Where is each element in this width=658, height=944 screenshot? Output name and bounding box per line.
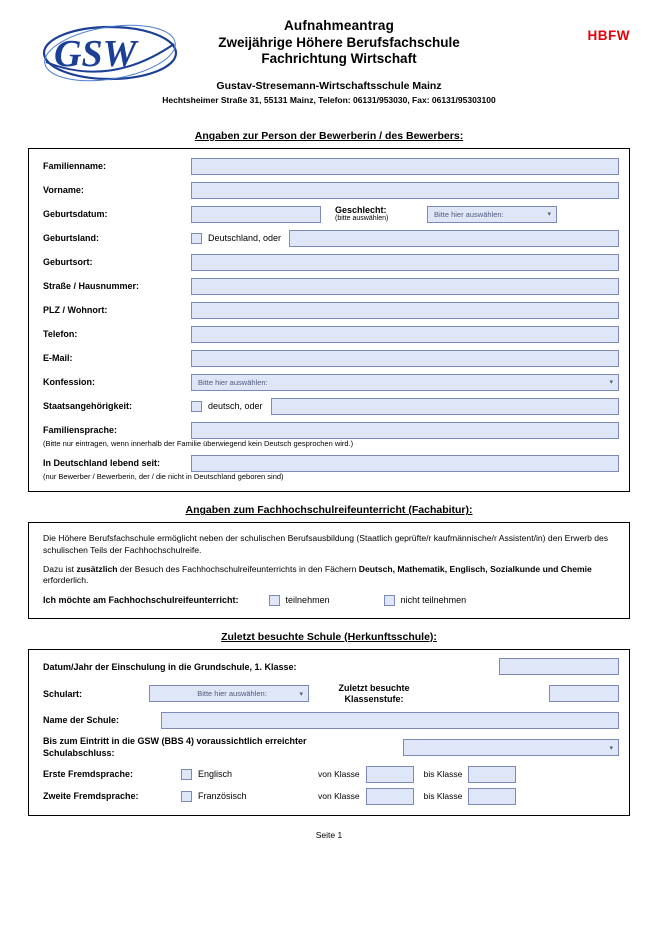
chevron-down-icon: ▾ (609, 744, 613, 752)
geburtsland-checkbox-text: Deutschland, oder (208, 233, 282, 244)
lebend-seit-label: In Deutschland lebend seit: (43, 458, 161, 469)
vorname-label: Vorname: (43, 185, 84, 195)
fachabi-para2-mid: der Besuch des Fachhochschulreifeunterrichts in den Fächern (117, 564, 359, 575)
row-name-der-schule (39, 711, 619, 729)
chevron-down-icon: ▾ (299, 690, 303, 698)
abschluss-label: Bis zum Eintritt in die GSW (BBS 4) voraussichtlich erreichter Schulabschluss: (43, 736, 307, 758)
geburtsort-input[interactable] (191, 254, 619, 271)
familienname-input[interactable] (191, 158, 619, 175)
row-geburtsdatum (39, 205, 619, 223)
strasse-label: Straße / Hausnummer: (43, 281, 140, 292)
fachabi-para2-bold1: zusätzlich (76, 564, 118, 575)
fachabi-panel (28, 522, 630, 618)
erste-fremdsprache-label: Erste Fremdsprache: (43, 769, 134, 780)
geschlecht-label-text: Geschlecht: (335, 205, 387, 215)
erste-von-klasse-input[interactable] (366, 766, 414, 783)
row-telefon (39, 325, 619, 343)
row-vorname (39, 181, 619, 199)
erste-fremdsprache-name: Englisch (198, 769, 233, 780)
row-staatsangehoerigkeit (39, 397, 619, 415)
schule-panel (28, 649, 630, 816)
konfession-select-value: Bitte hier auswählen: (198, 377, 268, 387)
fachabi-choice-row (43, 595, 615, 606)
row-in-deutschland-lebend-seit (39, 454, 619, 472)
school-address: Hechtsheimer Straße 31, 55131 Mainz, Telefon: 06131/953030, Fax: 06131/95303100 (162, 95, 496, 105)
fachabi-option-nicht-teilnehmen[interactable] (384, 595, 475, 606)
staatsangehoerigkeit-checkbox-text: deutsch, oder (208, 401, 263, 412)
chevron-down-icon: ▾ (547, 211, 551, 219)
klassenstufe-label: Zuletzt besuchte Klassenstufe: (338, 682, 410, 704)
schulart-label: Schulart: (43, 688, 83, 699)
geburtsland-deutschland-checkbox[interactable] (191, 233, 202, 244)
plz-input[interactable] (191, 302, 619, 319)
row-zweite-fremdsprache (39, 788, 619, 805)
row-konfession (39, 373, 619, 391)
vorname-input[interactable] (191, 182, 619, 199)
title-line-3: Fachrichtung Wirtschaft (261, 51, 417, 66)
name-schule-input[interactable] (161, 712, 619, 729)
row-erste-fremdsprache (39, 766, 619, 783)
geburtsort-label: Geburtsort: (43, 257, 93, 268)
geschlecht-label (335, 205, 427, 223)
fachabi-para2-post: erforderlich. (43, 575, 89, 586)
erste-bis-klasse-input[interactable] (468, 766, 516, 783)
staatsangehoerigkeit-input[interactable] (271, 398, 619, 415)
geschlecht-select-value: Bitte hier auswählen: (434, 209, 504, 219)
row-geburtsland (39, 229, 619, 247)
teilnehmen-checkbox[interactable] (269, 595, 280, 606)
lebend-seit-input[interactable] (191, 455, 619, 472)
schulart-select[interactable] (149, 685, 309, 702)
nicht-teilnehmen-label: nicht teilnehmen (400, 595, 467, 606)
row-einschulung (39, 658, 619, 676)
zweite-fremdsprache-checkbox[interactable] (181, 791, 192, 802)
erste-fremdsprache-checkbox[interactable] (181, 769, 192, 780)
gsw-logo (42, 22, 192, 84)
lebend-seit-note: (nur Bewerber / Bewerberin, der / die nicht in Deutschland geboren sind) (43, 472, 284, 482)
nicht-teilnehmen-checkbox[interactable] (384, 595, 395, 606)
zweite-fremdsprache-name: Französisch (198, 791, 247, 802)
document-header (0, 0, 658, 118)
person-panel (28, 148, 630, 492)
schulart-select-value: Bitte hier auswählen: (197, 689, 267, 699)
row-schulart (39, 683, 619, 705)
staatsangehoerigkeit-label: Staatsangehörigkeit: (43, 401, 133, 412)
chevron-down-icon: ▾ (609, 379, 613, 387)
section-title-schule: Zuletzt besuchte Schule (Herkunftsschule): (221, 630, 437, 643)
telefon-input[interactable] (191, 326, 619, 343)
email-label: E-Mail: (43, 353, 73, 364)
geburtsland-label: Geburtsland: (43, 233, 100, 244)
strasse-input[interactable] (191, 278, 619, 295)
program-badge: HBFW (587, 28, 630, 43)
staatsangehoerigkeit-deutsch-checkbox[interactable] (191, 401, 202, 412)
einschulung-input[interactable] (499, 658, 619, 675)
plz-label: PLZ / Wohnort: (43, 305, 108, 316)
konfession-select[interactable] (191, 374, 619, 391)
fachabi-para2-bold2: Deutsch, Mathematik, Englisch, Sozialkunde und Chemie (358, 564, 592, 575)
school-name: Gustav-Stresemann-Wirtschaftsschule Mainz (216, 80, 442, 92)
teilnehmen-label: teilnehmen (285, 595, 330, 606)
abschluss-select[interactable] (403, 739, 619, 756)
zweite-bis-klasse-label: bis Klasse (423, 791, 463, 802)
klassenstufe-input[interactable] (549, 685, 619, 702)
section-title-fachabi: Angaben zum Fachhochschulreifeunterricht (Fachabitur): (185, 504, 473, 517)
erste-von-klasse-label: von Klasse (318, 769, 360, 780)
einschulung-label: Datum/Jahr der Einschulung in die Grundschule, 1. Klasse: (43, 661, 297, 672)
familienname-label: Familienname: (43, 161, 107, 171)
familiensprache-note: (Bitte nur eintragen, wenn innerhalb der Familie überwiegend kein Deutsch gesprochen wird.) (43, 439, 354, 449)
row-plz-wohnort (39, 301, 619, 319)
erste-bis-klasse-label: bis Klasse (423, 769, 463, 780)
fachabi-paragraph-2 (43, 564, 615, 587)
row-familienname (39, 157, 619, 175)
zweite-von-klasse-label: von Klasse (318, 791, 360, 802)
zweite-von-klasse-input[interactable] (366, 788, 414, 805)
geburtsland-input[interactable] (289, 230, 619, 247)
zweite-fremdsprache-label: Zweite Fremdsprache: (43, 791, 139, 802)
row-schulabschluss (39, 736, 619, 759)
email-input[interactable] (191, 350, 619, 367)
row-email (39, 349, 619, 367)
fachabi-para2-pre: Dazu ist (43, 564, 77, 575)
title-line-2: Zweijährige Höhere Berufsfachschule (218, 35, 460, 50)
name-schule-label: Name der Schule: (43, 715, 120, 726)
row-strasse (39, 277, 619, 295)
row-geburtsort (39, 253, 619, 271)
konfession-label: Konfession: (43, 377, 96, 388)
telefon-label: Telefon: (43, 329, 78, 340)
familiensprache-label: Familiensprache: (43, 425, 118, 436)
section-title-person: Angaben zur Person der Bewerberin / des Bewerbers: (194, 130, 464, 142)
title-line-1: Aufnahmeantrag (283, 18, 395, 33)
page-footer: Seite 1 (315, 829, 343, 840)
svg-text:GSW: GSW (54, 33, 137, 75)
zweite-bis-klasse-input[interactable] (468, 788, 516, 805)
fachabi-question: Ich möchte am Fachhochschulreifeunterricht: (43, 595, 239, 606)
geschlecht-select[interactable] (427, 206, 557, 223)
geburtsdatum-input[interactable] (191, 206, 321, 223)
geschlecht-hint: (bitte auswählen) (335, 215, 389, 223)
geburtsdatum-label: Geburtsdatum: (43, 209, 108, 220)
fachabi-paragraph-1: Die Höhere Berufsfachschule ermöglicht neben der schulischen Berufsausbildung (Staatlich geprüfte/r kaufmännische/r Assistent/in) den Erwerb des schulischen Teils der Fachhochschulreife. (43, 533, 609, 555)
row-familiensprache (39, 421, 619, 439)
fachabi-option-teilnehmen[interactable] (269, 595, 338, 606)
familiensprache-input[interactable] (191, 422, 619, 439)
